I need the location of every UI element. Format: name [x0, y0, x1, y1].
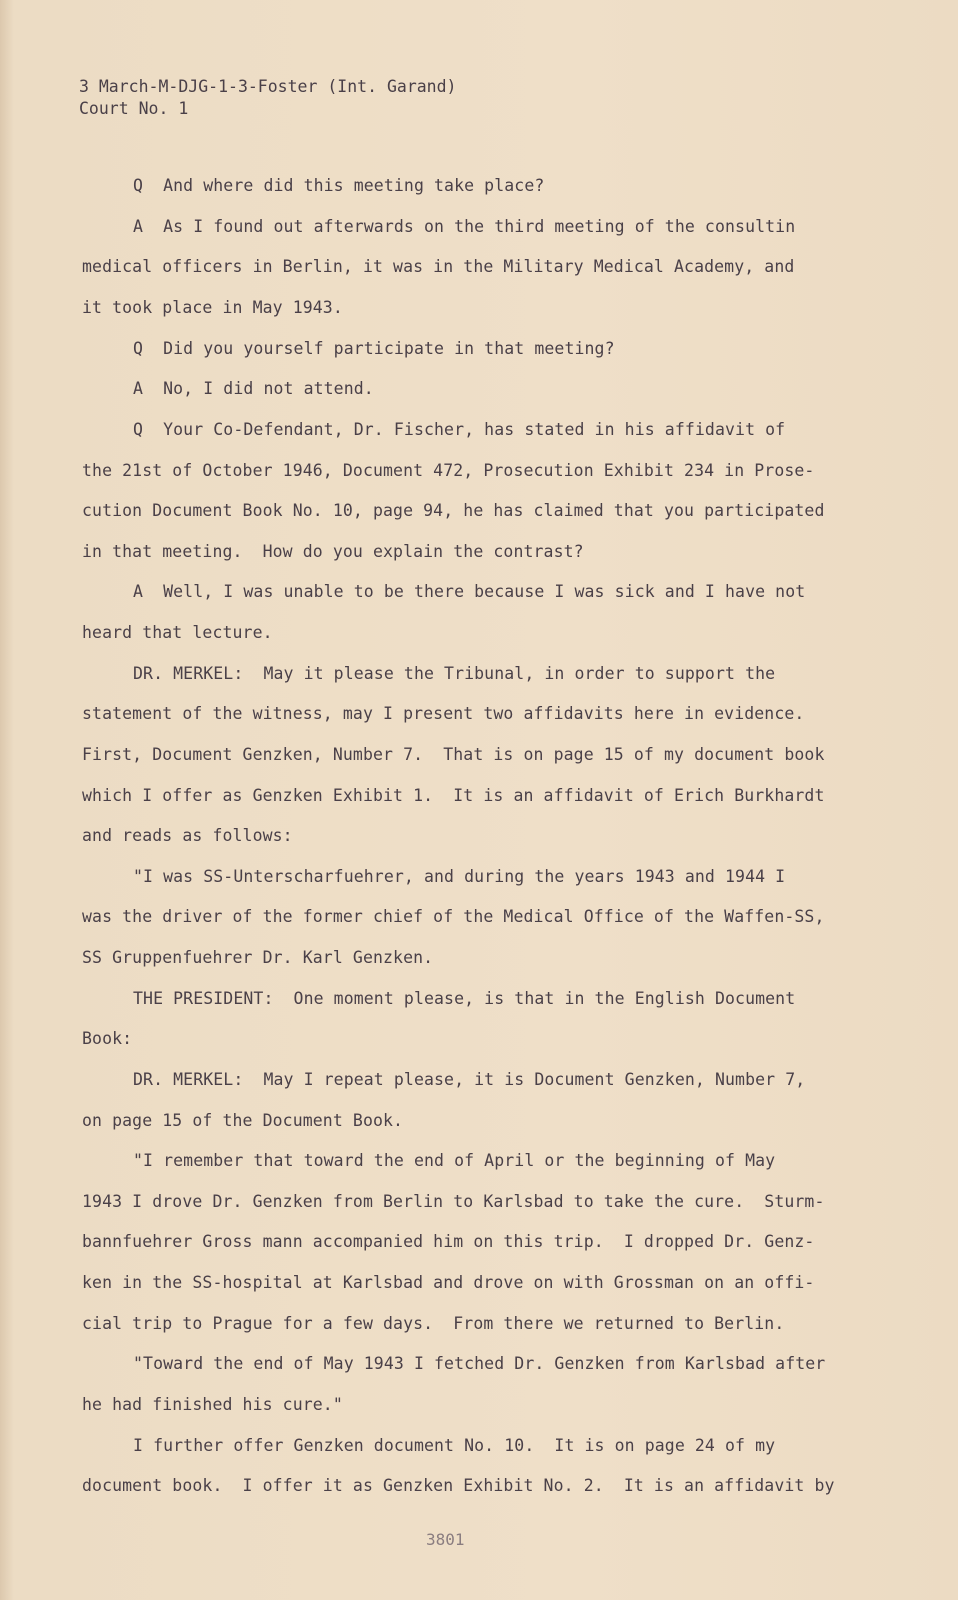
page-number: 3801	[426, 1530, 465, 1549]
header-line-2: Court No. 1	[79, 99, 189, 118]
text-line: on page 15 of the Document Book.	[82, 1111, 404, 1130]
text-line: "Toward the end of May 1943 I fetched Dr. Genzken from Karlsbad after	[133, 1354, 826, 1373]
text-line: cial trip to Prague for a few days. From there we returned to Berlin.	[82, 1314, 785, 1333]
text-line: "I remember that toward the end of April or the beginning of May	[133, 1151, 776, 1170]
text-line: ken in the SS-hospital at Karlsbad and drove on with Grossman on an offi-	[82, 1273, 815, 1292]
text-line: cution Document Book No. 10, page 94, he has claimed that you participated	[82, 501, 825, 520]
text-line: Q And where did this meeting take place?	[133, 176, 545, 195]
text-line: I further offer Genzken document No. 10. It is on page 24 of my	[133, 1436, 776, 1455]
text-line: THE PRESIDENT: One moment please, is that in the English Document	[133, 989, 796, 1008]
text-line: 1943 I drove Dr. Genzken from Berlin to Karlsbad to take the cure. Sturm-	[82, 1192, 825, 1211]
text-line: in that meeting. How do you explain the contrast?	[82, 542, 584, 561]
text-line: DR. MERKEL: May I repeat please, it is Document Genzken, Number 7,	[133, 1070, 806, 1089]
text-line: bannfuehrer Gross mann accompanied him on this trip. I dropped Dr. Genz-	[82, 1232, 815, 1251]
text-line: statement of the witness, may I present two affidavits here in evidence.	[82, 704, 805, 723]
text-line: Book:	[82, 1029, 133, 1048]
header-line-1: 3 March-M-DJG-1-3-Foster (Int. Garand)	[79, 77, 457, 96]
text-line: SS Gruppenfuehrer Dr. Karl Genzken.	[82, 948, 434, 967]
text-line: he had finished his cure."	[82, 1395, 343, 1414]
text-line: A No, I did not attend.	[133, 379, 374, 398]
text-line: medical officers in Berlin, it was in the Military Medical Academy, and	[82, 257, 795, 276]
text-line: it took place in May 1943.	[82, 298, 343, 317]
text-line: A Well, I was unable to be there because I was sick and I have not	[133, 582, 806, 601]
document-header	[79, 76, 457, 120]
text-line: which I offer as Genzken Exhibit 1. It is an affidavit of Erich Burkhardt	[82, 786, 825, 805]
text-line: was the driver of the former chief of the Medical Office of the Waffen-SS,	[82, 907, 825, 926]
text-line: document book. I offer it as Genzken Exhibit No. 2. It is an affidavit by	[82, 1476, 835, 1495]
text-line: Q Did you yourself participate in that meeting?	[133, 339, 615, 358]
text-line: the 21st of October 1946, Document 472, Prosecution Exhibit 234 in Prose-	[82, 461, 815, 480]
text-line: heard that lecture.	[82, 623, 273, 642]
text-line: DR. MERKEL: May it please the Tribunal, in order to support the	[133, 664, 776, 683]
text-line: A As I found out afterwards on the third meeting of the consultin	[133, 217, 796, 236]
text-line: and reads as follows:	[82, 826, 293, 845]
text-line: Q Your Co-Defendant, Dr. Fischer, has stated in his affidavit of	[133, 420, 786, 439]
text-line: First, Document Genzken, Number 7. That is on page 15 of my document book	[82, 745, 825, 764]
text-line: "I was SS-Unterscharfuehrer, and during the years 1943 and 1944 I	[133, 867, 786, 886]
